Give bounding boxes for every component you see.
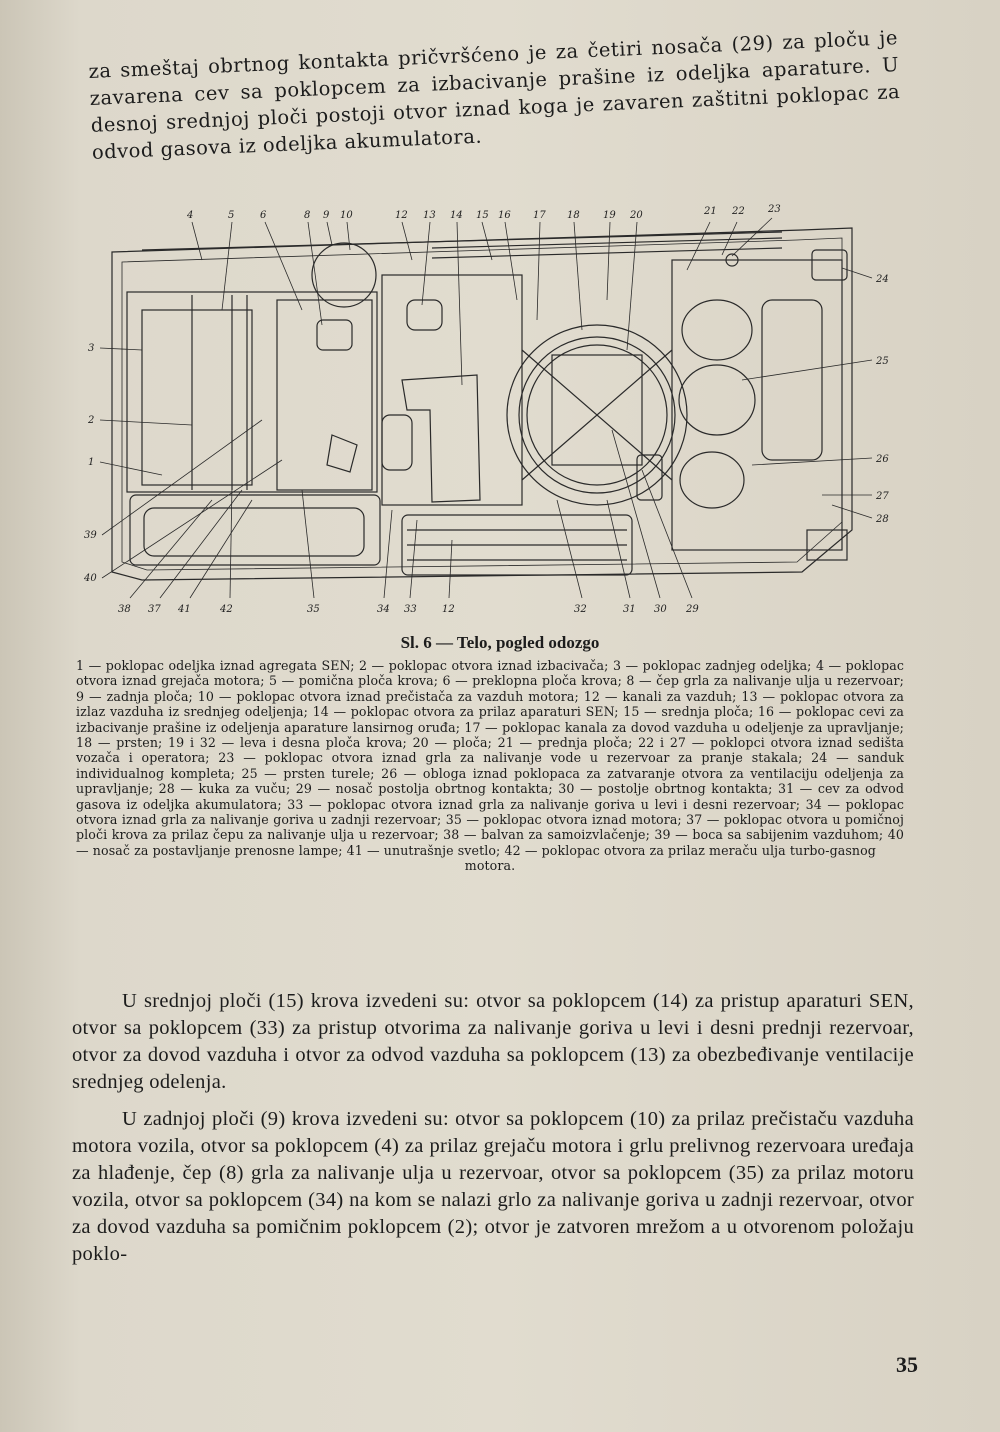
label-26: 26 [876, 454, 889, 465]
air-filter-cover [312, 243, 376, 307]
label-6: 6 [260, 210, 267, 221]
label-22: 22 [732, 206, 745, 217]
label-12-bottom: 12 [442, 604, 455, 615]
label-23: 23 [768, 204, 781, 215]
label-37: 37 [148, 604, 161, 615]
figure-legend [76, 658, 904, 874]
legend-text: 1 — poklopac odeljka iznad agregata SEN; 2 — poklopac otvora iznad izbacivača; 3 — poklopac zadnjeg odeljka; 4 — poklopac otvora iznad grejača motora; 5 — pomična ploča krova; 6 — preklopna ploča krova; 8 — čep grla za nalivanje ulja u rezervoar; 9 — zadnja ploča; 10 — poklopac otvora iznad prečistača za vazduh motora; 12 — kanali za vazduh; 13 — poklopac otvora za izlaz vazduha iz srednjeg odeljenja; 14 — poklopac otvora za prilaz aparaturi SEN; 15 — srednja ploča; 16 — poklopac cevi za izbacivanje prašine iz odeljenja aparature lansirnog oruđa; 17 — poklopac kanala za dovod vazduha u odeljenje za upravljanje; 18 — prsten; 19 i 32 — leva i desna ploča krova; 20 — ploča; 21 — prednja ploča; 22 i 27 — poklopci otvora iznad sedišta vozača i operatora; 23 — poklopac otvora iznad grla za nalivanje vode u rezervoar za pranje stakala; 24 — sanduk individualnog kompleta; 25 — prsten turele; 26 — obloga iznad poklopaca za zatvaranje otvora za ventilaciju odeljenja za upravljanje; 28 — kuka za vuču; 29 — nosač postolja obrtnog kontakta; 30 — postolje obrtnog kontakta; 31 — cev za odvod gasova iz odeljka akumulatora; 33 — poklopac otvora iznad grla za nalivanje goriva u levi i desni rezervoar; 34 — poklopac otvora iznad grla za nalivanje goriva u zadnji rezervoar; 35 — poklopac otvora iznad motora; 37 — poklopac otvora u pomičnoj ploči krova za prilaz čepu za nalivanje ulja u rezervoar; 38 — balvan za samoizvlačenje; 39 — boca sa sabijenim vazduhom; 40 — nosač za postavljanje prenosne lampe; 41 — unutrašnje svetlo; 42 — poklopac otvora za prilaz meraču ulja turbo-gasnog [76, 658, 904, 858]
label-40: 40 [84, 573, 97, 584]
label-20: 20 [630, 210, 643, 221]
label-29: 29 [686, 604, 699, 615]
label-3: 3 [88, 343, 95, 354]
driver-hatch [682, 300, 752, 360]
label-15: 15 [476, 210, 489, 221]
label-19: 19 [603, 210, 616, 221]
label-9: 9 [323, 210, 330, 221]
label-17: 17 [533, 210, 546, 221]
label-16: 16 [498, 210, 511, 221]
label-39: 39 [84, 530, 97, 541]
label-4: 4 [187, 210, 194, 221]
label-14: 14 [450, 210, 463, 221]
label-21: 21 [704, 206, 717, 217]
label-41: 41 [178, 604, 191, 615]
front-plate [672, 260, 842, 550]
label-28: 28 [876, 514, 889, 525]
label-34: 34 [377, 604, 390, 615]
label-2: 2 [88, 415, 95, 426]
body-paragraph-2: U zadnjoj ploči (9) krova izvedeni su: otvor sa poklopcem (10) za prilaz prečistaču vazduha motora vozila, otvor sa poklopcem (4) za prilaz grejaču motora i grlu prelivnog rezervoara uređaja za hlađenje, čep (8) grla za nalivanje ulja u rezervoar, otvor sa poklopcem (35) za prilaz motoru vozila, otvor sa poklopcem (34) na kom se nalazi grlo za nalivanje goriva u zadnji rezervoar, otvor za dovod vazduha sa pomičnim poklopcem (2); otvor je zatvoren mrežom a u otvorenom položaju poklo- [72, 1108, 914, 1265]
figure-caption-title: Sl. 6 — Telo, pogled odozgo [400, 633, 600, 652]
top-paragraph [88, 24, 902, 166]
label-27: 27 [876, 491, 889, 502]
label-5: 5 [228, 210, 235, 221]
page-number: 35 [896, 1352, 918, 1377]
operator-hatch [680, 452, 744, 508]
label-32: 32 [574, 604, 587, 615]
label-38: 38 [118, 604, 131, 615]
hull-outline [112, 228, 852, 580]
label-33: 33 [404, 604, 417, 615]
label-31: 31 [623, 604, 636, 615]
hull-drawing [82, 200, 902, 620]
self-recovery-beam [130, 495, 380, 565]
label-10: 10 [340, 210, 353, 221]
top-paragraph-text: za smeštaj obrtnog kontakta pričvršćeno je za četiri nosača (29) za ploču je zavarena cev sa poklopcem za izbacivanje prašine iz odeljka aparature. U desnoj srednjoj ploči postoji otvor iznad koga je zavaren zaštitni poklopac za odvod gasova iz odeljka akumulatora. [88, 26, 901, 164]
label-12: 12 [395, 210, 408, 221]
label-1: 1 [88, 457, 95, 468]
body-text [72, 988, 914, 1278]
label-24: 24 [876, 274, 889, 285]
legend-end: motora. [464, 858, 516, 874]
label-35: 35 [307, 604, 320, 615]
label-8: 8 [304, 210, 311, 221]
label-18: 18 [567, 210, 580, 221]
figure-hull-top-view [82, 200, 902, 620]
label-25: 25 [876, 356, 889, 367]
label-42: 42 [220, 604, 233, 615]
body-paragraph-1: U srednjoj ploči (15) krova izvedeni su: otvor sa poklopcem (14) za pristup aparaturi SEN, otvor sa poklopcem (33) za pristup otvorima za nalivanje goriva u levi i desni prednji rezervoar, otvor za dovod vazduha i otvor za odvod vazduha sa poklopcem (13) za obezbeđivanje ventilacije srednjeg odelenja. [72, 990, 914, 1093]
label-30: 30 [654, 604, 667, 615]
label-13: 13 [423, 210, 436, 221]
